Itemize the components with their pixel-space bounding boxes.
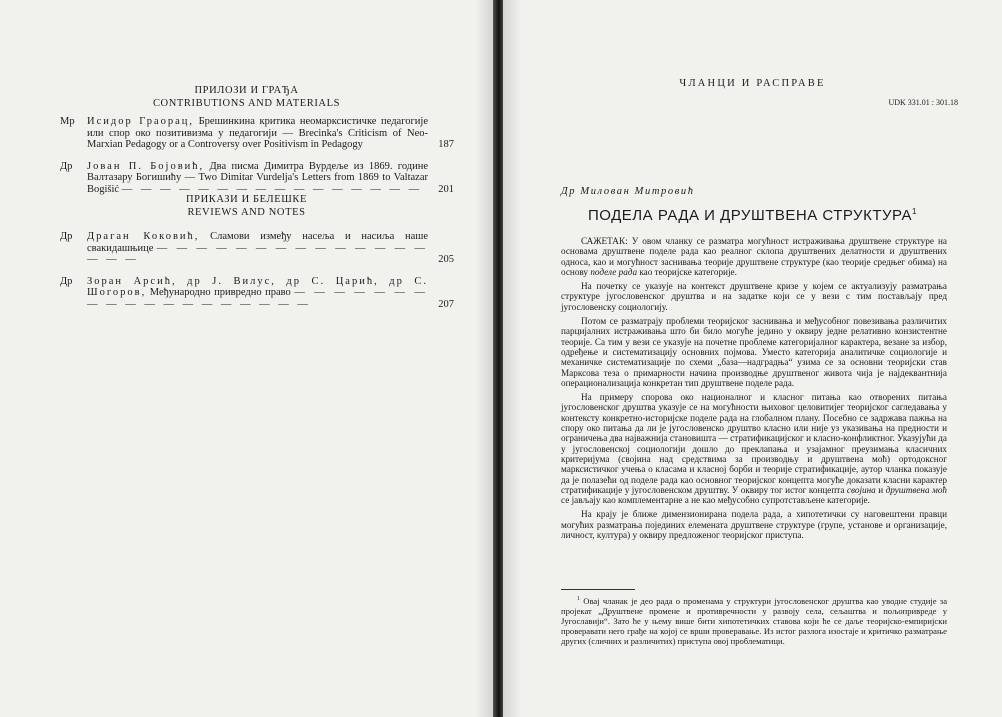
- toc-entry-prefix: Мр: [60, 116, 75, 127]
- toc-entry-title: Два писма Димитра Вурдеље из 1869. године Валтазару Богишићу — Two Dimitar Vurdelja's Letters from 1869 to Valtazar Bogišić: [87, 160, 429, 195]
- toc-entry-leader: — — — — — — — — — — — — — — — — — — —: [87, 287, 429, 310]
- article-title-text: ПОДЕЛА РАДА И ДРУШТВЕНА СТРУКТУРА: [588, 207, 913, 224]
- footnote-mark: 1: [577, 596, 580, 602]
- section-heading-cyrillic: ПРИКАЗИ И БЕЛЕШКЕ: [185, 194, 308, 205]
- toc-entry: [60, 116, 454, 151]
- abstract-paragraph: На почетку се указује на контекст друштвене кризе у којем се актуализују разматрања структуре југословенског друштва и на задатке који се у вези с тим постављају пред југословенску социологију.: [561, 281, 947, 312]
- toc-entry-title: Сламови између насеља и насиља наше свакидашњице: [87, 231, 429, 254]
- toc-entry-title: Међународно привредно право: [149, 287, 291, 298]
- abstract-paragraph: На примеру спорова око националног и класног питања као отворених питања југословенског друштва указује се на могућности њиховог целовитијег теоријског сагледавања у контексту конкретно-историјске поделе рада на глобалном плану. Посебно се задржава пажња на спору око питања да ли је југословенско друштво класно или није уз указивања на предности и ограничења два најважнија становишта — стратификацијског и класно-конфликтног. Указујући да у југословенској социологији дошло до преклапања и узајамног преузимања класичних критеријума (својина над средствима за производњу и друштвена моћ) ортодоксног марксистичког учења о класама и класној борби и теорије стратификације, аутор чланка показује да је полазећи од поделе рада као основног теоријског концепта могуће доказати класни карактер стратификације у југословенском друштву. У оквиру тог истог концепта својина и друштвена моћ се јављају као комплементарне а не као међусобно супротстављене категорије.: [561, 392, 948, 506]
- section-contributions-heading: [0, 84, 493, 110]
- toc-entry: [60, 276, 454, 311]
- footnote-text: Овај чланак је део рада о променама у структури југословенског друштва као уводне студије за пројекат „Друштвене промене и противречности у развоју села, сељаштва и пољопривреде у Југославији“. Зато ће у њему више бити хипотетичких ставова који ће се даље теоријско-емпиријски проверавати него грађе на којој се врши проверавање. Из истог разлога изостаје и критичко разматрање других (сличних и различитих) приступа овој проблематици.: [561, 595, 948, 646]
- udc-code: UDK 331.01 : 301.18: [888, 98, 958, 107]
- toc-entry-leader: — — — — — — — — — — — — — — — —: [121, 183, 423, 195]
- toc-entry-author: Драган Коковић,: [87, 231, 200, 242]
- toc-contributions-list: [60, 116, 454, 205]
- emphasis-text: својина: [846, 484, 876, 495]
- toc-reviews-list: [60, 231, 454, 320]
- article-abstract: [561, 236, 947, 544]
- abstract-paragraph: САЖЕТАК: У овом чланку се разматра могућност истраживања друштвене структуре на основама друштвене поделе рада као реалног склопа друштвених делатности и друштвених односа, као и могућност заснивања теорије друштвене структуре (као теорије средњег обима) на основу поделе рада као теоријске категорије.: [561, 236, 947, 277]
- footnote-reference-mark: 1: [912, 207, 917, 216]
- section-heading-english: CONTRIBUTIONS AND MATERIALS: [152, 98, 341, 109]
- abstract-paragraph: Потом се разматрају проблеми теоријског заснивања и међусобног повезивања различитих парцијалних истраживања што би било могуће једино у оквиру једне релативно конзистентне теорије. Са тим у вези се указује на почетне проблеме категоријалног карактера, везане за избор, одређење и систематизацију основних појмова. Уместо категорија аналитичке социологије и механичке систематизације по схеми „база—надградња“ узима се за основни теоријски став Марксова теза о примарности начина производње друштвеног живота чија је најдеквантнија операционализација конкретан тип друштвене поделе рада.: [561, 316, 947, 388]
- article-title: [503, 207, 1002, 224]
- abstract-label: САЖЕТАК:: [581, 236, 628, 246]
- toc-entry-author: Исидор Граорац,: [87, 116, 195, 127]
- left-page: [0, 0, 493, 717]
- section-heading-english: REVIEWS AND NOTES: [187, 207, 306, 218]
- emphasis-text: друштвена моћ: [885, 484, 948, 495]
- book-gutter: [493, 0, 503, 717]
- right-page: [503, 0, 1002, 717]
- section-reviews-heading: [0, 193, 493, 219]
- toc-entry-title: Брешинкина критика неомарксистичке педагогије или спор око позитивизма у педагогији — Brecinka's Criticism of Neo-Marxian Pedagogy or a Controversy over Positivism in Pedagogy: [87, 116, 428, 150]
- emphasis-text: поделе рада: [590, 266, 638, 277]
- toc-entry-page-number: 187: [438, 139, 454, 150]
- toc-entry-page-number: 205: [438, 254, 454, 265]
- abstract-paragraph: На крају је ближе димензионирана подела рада, а хипотетички су наговештени правци могућих разматрања појединих елемената друштвене структуре (групе, установе и организације, личност, култура) у оквиру предложеног теоријског приступа.: [561, 509, 947, 541]
- toc-entry-prefix: Др: [60, 275, 73, 287]
- article-author: Др Милован Митровић: [561, 186, 695, 197]
- toc-entry-prefix: Др: [60, 231, 73, 242]
- toc-entry-page-number: 201: [438, 183, 454, 195]
- toc-entry: [60, 161, 454, 196]
- section-heading-cyrillic: ПРИЛОЗИ И ГРАЂА: [194, 85, 299, 96]
- footnote: [561, 594, 947, 646]
- toc-entry-prefix: Др: [60, 160, 73, 172]
- section-rubric: ЧЛАНЦИ И РАСПРАВЕ: [679, 78, 826, 89]
- toc-entry-author: Зоран Арсић, др Ј. Вилус, др С. Царић, др С. Шогоров,: [87, 275, 428, 298]
- toc-entry-leader: — — — — — — — — — — — — — — — — —: [87, 242, 429, 265]
- footnote-divider: [561, 589, 635, 590]
- toc-entry-author: Јован П. Бојовић,: [87, 160, 205, 172]
- toc-entry: [60, 231, 454, 266]
- toc-entry-page-number: 207: [438, 298, 454, 310]
